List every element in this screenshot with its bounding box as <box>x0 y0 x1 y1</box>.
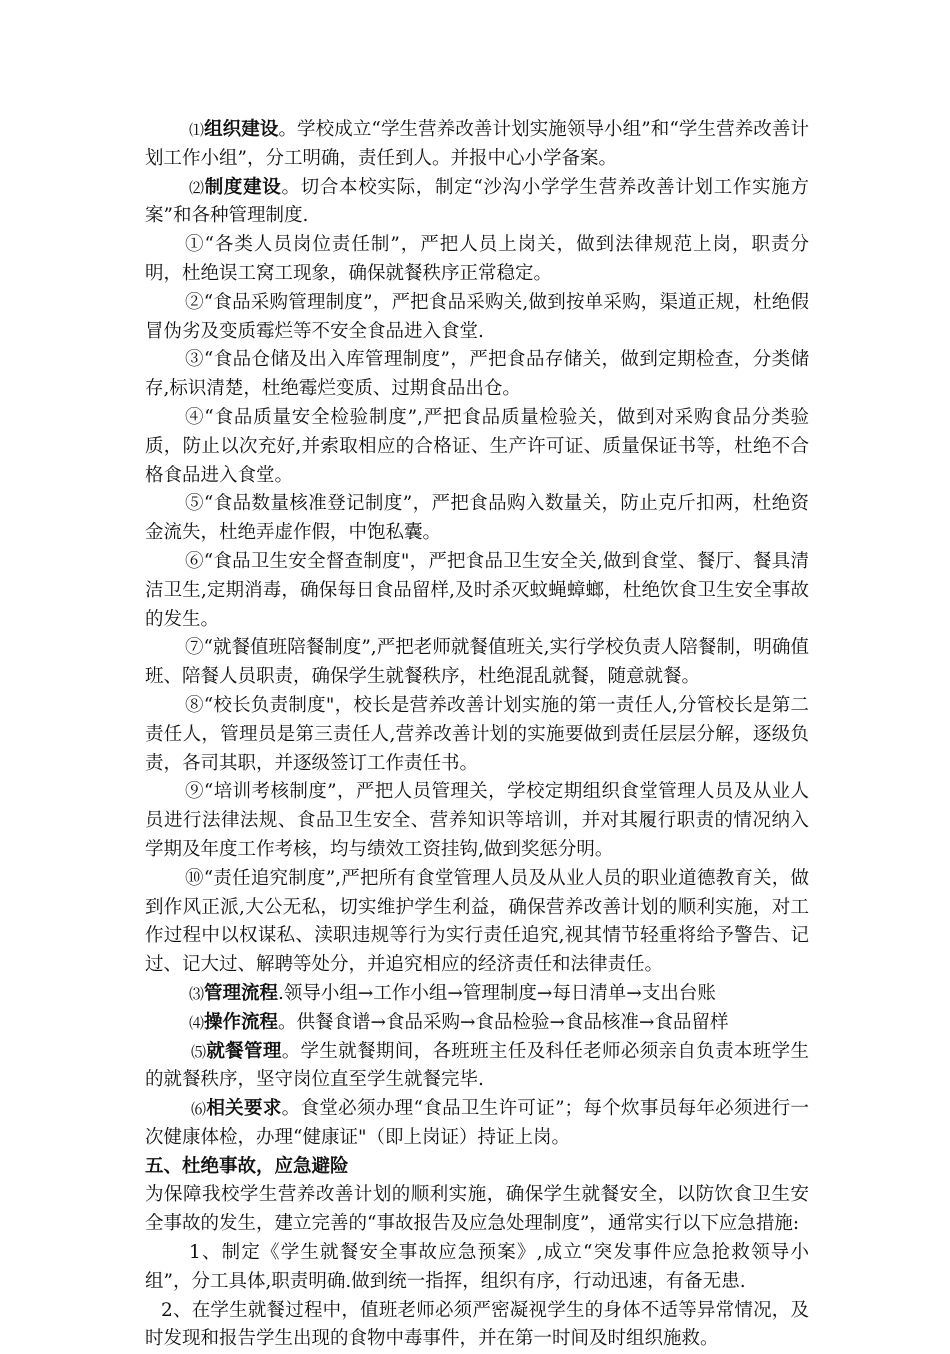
rule-4: ④“食品质量安全检验制度”,严把食品质量检验关，做到对采购食品分类验质，防止以次充好,并索取相应的合格证、生产许可证、质量保证书等，杜绝不合格食品进入食堂。 <box>145 406 809 486</box>
rule-10: ⑩“责任追究制度”,严把所有食堂管理人员及从业人员的职业道德教育关，做到作风正派,大公无私，切实维护学生利益，确保营养改善计划的顺利实施，对工作过程中以权谋私、渎职违规等行为实行责任追究,视其情节轻重将给予警告、记过、记大过、解聘等处分，并追究相应的经济责任和法律责任。 <box>145 867 809 976</box>
item-number: ⑹ <box>191 1100 207 1119</box>
term-operation-flow: 操作流程 <box>204 1011 279 1033</box>
rule-9: ⑨“培训考核制度”，严把人员管理关，学校定期组织食堂管理人员及从业人员进行法律法规、食品卫生安全、营养知识等培训，并对其履行职责的情况纳入学期及年度工作考核，均与绩效工资挂钩,做到奖惩分明。 <box>145 781 809 860</box>
section-heading: 五、杜绝事故，应急避险 <box>145 1155 349 1177</box>
rule-8: ⑧“校长负责制度"，校长是营养改善计划实施的第一责任人,分管校长是第二责任人，管理员是第三责任人,营养改善计划的实施要做到责任层层分解，逐级负责，各司其职，并逐级签订工作责任书。 <box>145 694 809 774</box>
paragraph-text: 。学生就餐期间，各班班主任及科任老师必须亲自负责本班学生的就餐秩序，坚守岗位直至学生就餐完毕. <box>145 1040 809 1091</box>
paragraph-management-flow <box>145 980 809 1009</box>
term-system: 制度建设 <box>204 176 282 198</box>
measure-2: 2、在学生就餐过程中，值班老师必须严密凝视学生的身体不适等异常情况，及时发现和报告学生出现的食物中毒事件，并在第一时间及时组织施救。 <box>145 1299 809 1350</box>
paragraph-text: .领导小组→工作小组→管理制度→每日清单→支出台账 <box>278 982 716 1004</box>
paragraph-system <box>145 174 809 232</box>
paragraph-text: 。食堂必须办理“食品卫生许可证”；每个炊事员每年必须进行一次健康体检，办理“健康证"（即上岗证）持证上岗。 <box>145 1098 809 1148</box>
item-number: ⑵ <box>189 178 205 197</box>
rule-6: ⑥“食品卫生安全督查制度"，严把食品卫生安全关,做到食堂、餐厅、餐具清洁卫生,定期消毒，确保每日食品留样,及时杀灭蚊蝇蟑螂，杜绝饮食卫生安全事故的发生。 <box>145 550 809 630</box>
paragraph-text: 。学校成立“学生营养改善计划实施领导小组”和“学生营养改善计划工作小组”，分工明确，责任到人。并报中心小学备案。 <box>145 119 809 169</box>
term-dining-management: 就餐管理 <box>206 1040 282 1062</box>
paragraph-operation-flow <box>145 1009 809 1038</box>
paragraph-text: 。供餐食谱→食品采购→食品检验→食品核准→食品留样 <box>278 1011 729 1033</box>
term-requirements: 相关要求 <box>206 1098 282 1120</box>
paragraph-text: 。切合本校实际，制定“沙沟小学学生营养改善计划工作实施方案”和各种管理制度. <box>145 176 809 227</box>
rule-2: ②“食品采购管理制度”，严把食品采购关,做到按单采购，渠道正规，杜绝假冒伪劣及变质霉烂等不安全食品进入食堂. <box>145 291 809 342</box>
item-number: ⑶ <box>189 984 205 1003</box>
item-number: ⑴ <box>189 121 205 139</box>
item-number: ⑸ <box>191 1042 207 1061</box>
section-intro: 为保障我校学生营养改善计划的顺利实施，确保学生就餐安全，以防饮食卫生安全事故的发生，建立完善的“事故报告及应急处理制度”，通常实行以下应急措施: <box>145 1184 809 1235</box>
term-management-flow: 管理流程 <box>204 982 279 1004</box>
rule-5: ⑤“食品数量核准登记制度”，严把食品购入数量关，防止克斤扣两，杜绝资金流失，杜绝弄虚作假，中饱私囊。 <box>145 493 809 544</box>
document-body <box>145 116 809 1354</box>
rule-3: ③“食品仓储及出入库管理制度”，严把食品存储关，做到定期检查，分类储存,标识清楚，杜绝霉烂变质、过期食品出仓。 <box>145 349 809 400</box>
measure-1: 1、制定《学生就餐安全事故应急预案》,成立“突发事件应急抢救领导小组”，分工具体,职责明确.做到统一指挥，组织有序，行动迅速，有备无患. <box>145 1242 809 1292</box>
paragraph-dining-management <box>145 1038 809 1096</box>
paragraph-requirements <box>145 1095 809 1153</box>
rule-7: ⑦“就餐值班陪餐制度”,严把老师就餐值班关,实行学校负责人陪餐制，明确值班、陪餐人员职责，确保学生就餐秩序，杜绝混乱就餐，随意就餐。 <box>145 637 809 688</box>
rule-1: ①“各类人员岗位责任制”，严把人员上岗关，做到法律规范上岗，职责分明，杜绝误工窝工现象，确保就餐秩序正常稳定。 <box>145 234 809 284</box>
paragraph-organization <box>145 116 809 174</box>
item-number: ⑷ <box>189 1013 205 1032</box>
term-organization: 组织建设 <box>204 119 279 140</box>
